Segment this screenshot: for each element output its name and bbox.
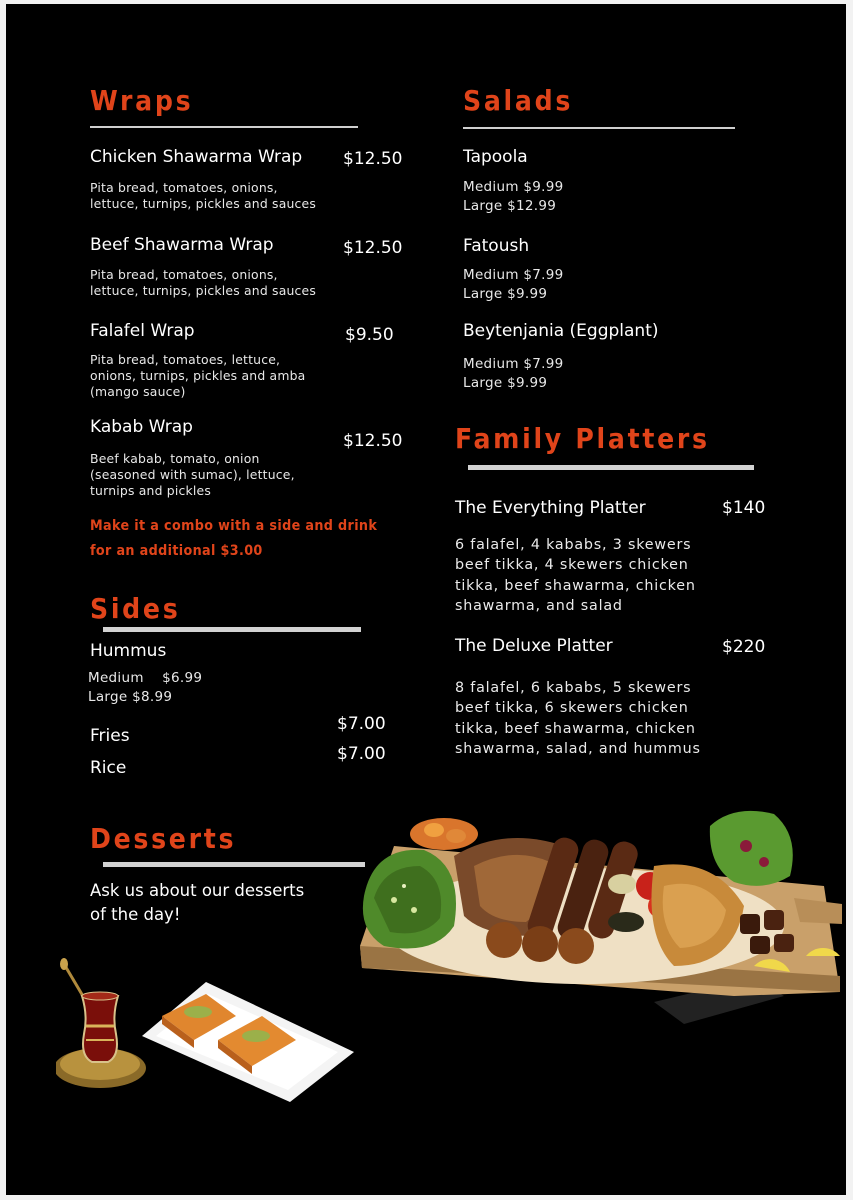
wrap-item-price: $9.50	[345, 325, 394, 345]
platter-item-desc: 6 falafel, 4 kababs, 3 skewers beef tikka, 4 skewers chicken tikka, beef shawarma, chicken shawarma, and salad	[455, 537, 696, 614]
wrap-item-name: Beef Shawarma Wrap	[90, 235, 274, 255]
wrap-item-desc: Pita bread, tomatoes, onions, lettuce, turnips, pickles and sauces	[90, 180, 317, 211]
platter-item-price: $140	[722, 498, 766, 518]
salad-item-name: Fatoush	[463, 236, 530, 256]
side-item-name: Fries	[90, 726, 130, 746]
side-item-sizes: Medium $6.99 Large $8.99	[88, 670, 203, 705]
wrap-item-name: Kabab Wrap	[90, 417, 193, 437]
desserts-heading: Desserts	[90, 822, 237, 855]
wrap-item-price: $12.50	[343, 238, 403, 258]
wrap-item-price: $12.50	[343, 149, 403, 169]
dessert-tea-photo	[56, 956, 356, 1106]
platters-heading: Family Platters	[455, 422, 710, 455]
salads-divider	[463, 127, 735, 129]
salad-item-sizes: Medium $7.99 Large $9.99	[463, 267, 564, 302]
platter-item-name: The Everything Platter	[455, 498, 646, 518]
side-item-price: $7.00	[337, 714, 386, 734]
sides-divider	[103, 627, 361, 632]
platter-photo	[354, 806, 846, 1026]
platter-item-desc: 8 falafel, 6 kababs, 5 skewers beef tikka, 6 skewers chicken tikka, beef shawarma, chicken shawarma, salad, and hummus	[455, 680, 701, 757]
wrap-item-name: Chicken Shawarma Wrap	[90, 147, 303, 167]
wrap-item-price: $12.50	[343, 431, 403, 451]
wraps-divider	[90, 126, 358, 128]
wrap-item-name: Falafel Wrap	[90, 321, 195, 341]
wrap-item-desc: Pita bread, tomatoes, onions, lettuce, turnips, pickles and sauces	[90, 267, 317, 298]
side-item-price: $7.00	[337, 744, 386, 764]
side-item-name: Hummus	[90, 641, 167, 661]
desserts-divider	[103, 862, 365, 867]
salad-item-sizes: Medium $7.99 Large $9.99	[463, 356, 564, 391]
platters-divider	[468, 465, 754, 470]
side-item-name: Rice	[90, 758, 127, 778]
sides-heading: Sides	[90, 592, 181, 625]
combo-note: Make it a combo with a side and drink for an additional $3.00	[90, 518, 378, 559]
salad-item-name: Tapoola	[463, 147, 528, 167]
wrap-item-desc: Beef kabab, tomato, onion (seasoned with sumac), lettuce, turnips and pickles	[90, 451, 295, 498]
wraps-heading: Wraps	[90, 84, 194, 117]
salad-item-name: Beytenjania (Eggplant)	[463, 321, 659, 341]
platter-item-price: $220	[722, 637, 766, 657]
salads-heading: Salads	[463, 84, 574, 117]
menu-page	[6, 4, 846, 1195]
wrap-item-desc: Pita bread, tomatoes, lettuce, onions, turnips, pickles and amba (mango sauce)	[90, 352, 306, 399]
platter-item-name: The Deluxe Platter	[455, 636, 613, 656]
salad-item-sizes: Medium $9.99 Large $12.99	[463, 179, 564, 214]
desserts-note: Ask us about our desserts of the day!	[90, 881, 305, 924]
